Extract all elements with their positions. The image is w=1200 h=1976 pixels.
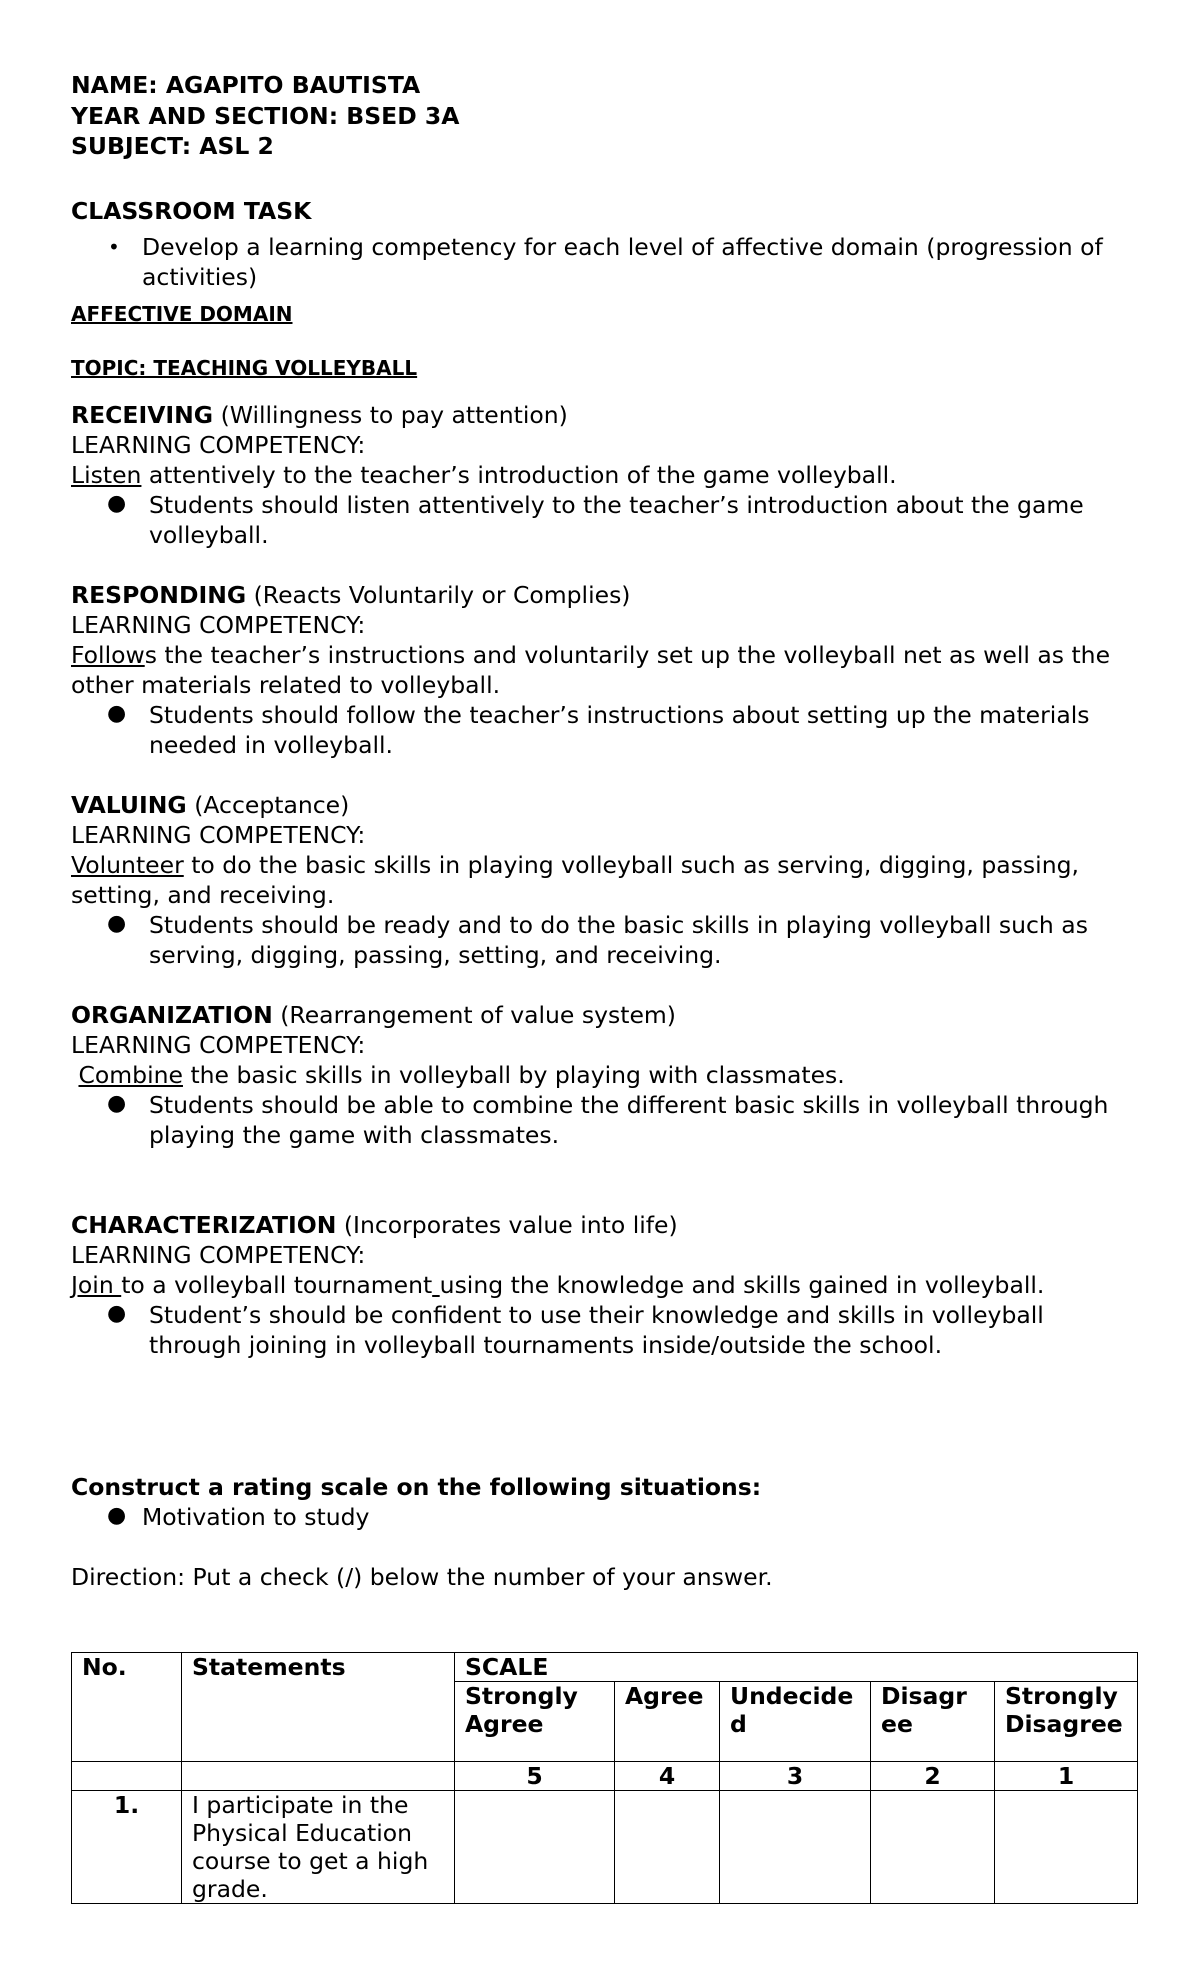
direction-text: Direction: Put a check (/) below the number of your answer. [71, 1562, 773, 1591]
competency-rest: using the knowledge and skills gained in volleyball. [439, 1270, 1045, 1299]
competency-verb: Join [71, 1270, 122, 1299]
scale-label: Disagr ee [871, 1682, 995, 1762]
level-name: VALUING [71, 790, 187, 819]
competency-rest: to do the basic skills in playing volleyball such as serving, digging, passing, setting, and receiving. [71, 850, 1079, 909]
rating-item-text: Motivation to study [142, 1502, 370, 1531]
level-bullet [71, 1300, 1136, 1360]
competency-label: LEARNING COMPETENCY: [71, 820, 366, 849]
level-bullet-text: Students should listen attentively to the teacher’s introduction about the game volleyball. [149, 490, 1084, 549]
scale-number: 1 [995, 1762, 1138, 1791]
student-header [71, 70, 1136, 162]
check-cell-1[interactable] [995, 1791, 1138, 1904]
level-bullet [71, 700, 1136, 760]
level-desc: (Willingness to pay attention) [220, 400, 568, 429]
level-bullet-text: Student’s should be confident to use their knowledge and skills in volleyball through joining in volleyball tournaments inside/outside the school. [149, 1300, 1044, 1359]
level-name: RECEIVING [71, 400, 214, 429]
check-cell-5[interactable] [455, 1791, 615, 1904]
table-header-row [72, 1653, 1138, 1682]
rating-heading: Construct a rating scale on the following situations: [71, 1472, 762, 1501]
scale-number: 2 [871, 1762, 995, 1791]
level-characterization [71, 1210, 1136, 1360]
level-bullet [71, 910, 1136, 970]
competency-rest: the basic skills in volleyball by playing with classmates. [182, 1060, 845, 1089]
header-no: No. [72, 1653, 182, 1762]
level-bullet-text: Students should follow the teacher’s instructions about setting up the materials needed in volleyball. [149, 700, 1090, 759]
scale-number-row [72, 1762, 1138, 1791]
level-responding [71, 580, 1136, 760]
year-section: YEAR AND SECTION: BSED 3A [71, 101, 460, 130]
bullet-icon: ● [107, 490, 127, 516]
bullet-icon: • [108, 234, 120, 259]
scale-number: 4 [615, 1762, 720, 1791]
bullet-icon: ● [107, 700, 127, 726]
level-bullet-text: Students should be able to combine the different basic skills in volleyball through playing the game with classmates. [149, 1090, 1109, 1149]
header-scale: SCALE [455, 1653, 1138, 1682]
competency-text [71, 460, 1136, 490]
document-page [71, 70, 1136, 1592]
competency-rest: attentively to the teacher’s introduction of the game volleyball. [141, 460, 897, 489]
level-name: ORGANIZATION [71, 1000, 273, 1029]
row-statement: I participate in the Physical Education course to get a high grade. [182, 1791, 455, 1904]
rating-scale-table [71, 1652, 1138, 1904]
bullet-icon: ● [107, 910, 127, 936]
competency-text [71, 850, 1136, 910]
check-cell-3[interactable] [720, 1791, 871, 1904]
level-bullet [71, 1090, 1136, 1150]
task-item-text: Develop a learning competency for each level of affective domain (progression of activities) [142, 232, 1103, 291]
header-statements: Statements [182, 1653, 455, 1762]
scale-label: Strongly Agree [455, 1682, 615, 1762]
underlined-space [432, 1271, 439, 1299]
check-cell-2[interactable] [871, 1791, 995, 1904]
check-cell-4[interactable] [615, 1791, 720, 1904]
competency-label: LEARNING COMPETENCY: [71, 610, 366, 639]
bullet-icon: ● [107, 1090, 127, 1116]
scale-label: Agree [615, 1682, 720, 1762]
empty-cell [72, 1762, 182, 1791]
level-desc: (Incorporates value into life) [343, 1210, 678, 1239]
empty-cell [182, 1762, 455, 1791]
scale-number: 5 [455, 1762, 615, 1791]
task-title: CLASSROOM TASK [71, 196, 312, 225]
competency-verb: Listen [71, 460, 142, 489]
level-desc: (Reacts Voluntarily or Complies) [253, 580, 631, 609]
level-name: CHARACTERIZATION [71, 1210, 337, 1239]
level-bullet [71, 490, 1136, 550]
competency-label: LEARNING COMPETENCY: [71, 1030, 366, 1059]
scale-label: Strongly Disagree [995, 1682, 1138, 1762]
rating-item [71, 1502, 1136, 1532]
competency-text [71, 640, 1136, 700]
level-organization [71, 1000, 1136, 1150]
level-desc: (Acceptance) [194, 790, 350, 819]
level-bullet-text: Students should be ready and to do the basic skills in playing volleyball such as serving, digging, passing, setting, and receiving. [149, 910, 1088, 969]
student-name: NAME: AGAPITO BAUTISTA [71, 71, 421, 99]
task-item [71, 232, 1136, 292]
competency-text [71, 1270, 1136, 1300]
row-number: 1. [72, 1791, 182, 1904]
competency-label: LEARNING COMPETENCY: [71, 430, 366, 459]
competency-label: LEARNING COMPETENCY: [71, 1240, 366, 1269]
scale-number: 3 [720, 1762, 871, 1791]
level-valuing [71, 790, 1136, 970]
table-row [72, 1791, 1138, 1904]
competency-rest: s the teacher’s instructions and voluntarily set up the volleyball net as well as the other materials related to volleyball. [71, 640, 1111, 699]
level-name: RESPONDING [71, 580, 247, 609]
competency-verb: Volunteer [71, 850, 184, 879]
competency-verb: Follow [71, 640, 145, 669]
competency-mid: to a volleyball tournament [121, 1270, 433, 1299]
subject: SUBJECT: ASL 2 [71, 132, 274, 160]
bullet-icon: ● [107, 1300, 127, 1326]
level-desc: (Rearrangement of value system) [280, 1000, 676, 1029]
scale-label: Undecide d [720, 1682, 871, 1762]
topic-heading: TOPIC: TEACHING VOLLEYBALL [71, 355, 418, 380]
level-receiving [71, 400, 1136, 550]
competency-text [71, 1060, 1136, 1090]
bullet-icon: ● [107, 1502, 127, 1528]
affective-heading: AFFECTIVE DOMAIN [71, 301, 293, 326]
competency-verb: Combine [78, 1060, 183, 1089]
